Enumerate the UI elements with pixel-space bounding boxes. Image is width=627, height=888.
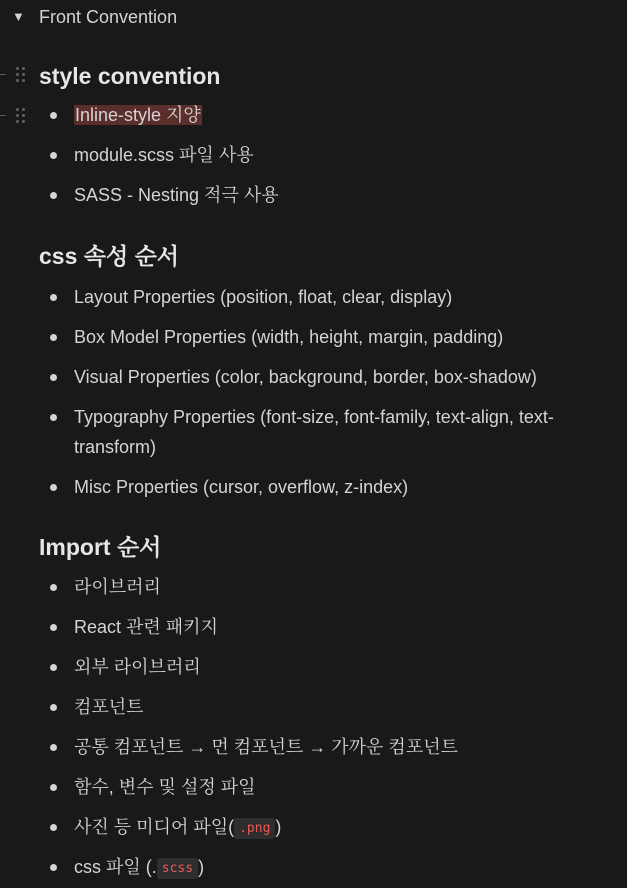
block-drag-handle[interactable] [0,65,30,85]
bullet-icon [50,584,57,591]
bullet-icon [50,484,57,491]
bullet-icon [50,824,57,831]
bullet-icon [50,334,57,341]
list-item-text [74,100,619,130]
list-item-text-suffix: ) [198,857,205,877]
drag-handle-icon[interactable] [16,108,26,124]
bullet-icon [50,152,57,159]
section-heading: css 속성 순서 [39,243,180,269]
list-item-text-prefix: css 파일 (. [74,857,157,877]
list-item-text-suffix: ) [275,817,282,837]
list-item-text-prefix: 사진 등 미디어 파일( [74,817,235,837]
bullet-icon [50,112,57,119]
list-item-text: Typography Properties (font-size, font-family, text-align, text-transform) [74,407,554,457]
section-heading: style convention [39,63,221,89]
list-item-text: Visual Properties (color, background, border, box-shadow) [74,367,537,387]
list-item-text: 컴포넌트 [74,697,144,717]
toggle-block[interactable] [0,0,627,36]
block-drag-handle[interactable] [0,106,30,126]
section-heading: Import 순서 [39,534,162,560]
bullet-icon [50,744,57,751]
inline-code: .png [234,818,275,839]
drag-handle-icon[interactable] [16,67,26,83]
handle-dash [0,115,6,116]
inline-code: scss [157,858,198,879]
toggle-title: Front Convention [39,7,178,27]
bullet-icon [50,192,57,199]
highlighted-text: Inline-style 지양 [75,105,201,125]
bullet-icon [50,864,57,871]
list-item-text: 외부 라이브러리 [74,657,201,677]
list-item-text: SASS - Nesting 적극 사용 [74,185,279,205]
list-item-text: 라이브러리 [74,577,161,597]
list-item-text: React 관련 패키지 [74,617,218,637]
bullet-icon [50,664,57,671]
bullet-icon [50,624,57,631]
bullet-icon [50,704,57,711]
list-item-text: Layout Properties (position, float, clear, display) [74,287,453,307]
list-item-text: 공통 컴포넌트 → 먼 컴포넌트 → 가까운 컴포넌트 [74,737,458,757]
list-item-text: 함수, 변수 및 설정 파일 [74,777,256,797]
bullet-icon [50,294,57,301]
list-item-text [74,812,619,844]
bullet-icon [50,784,57,791]
bullet-icon [50,414,57,421]
toggle-triangle-icon[interactable]: ▼ [12,9,25,24]
list-item-text: module.scss 파일 사용 [74,145,254,165]
list-item-text: Box Model Properties (width, height, margin, padding) [74,327,504,347]
bullet-icon [50,374,57,381]
list-item-text [74,852,619,884]
handle-dash [0,74,6,75]
list-item-text: Misc Properties (cursor, overflow, z-index) [74,477,409,497]
